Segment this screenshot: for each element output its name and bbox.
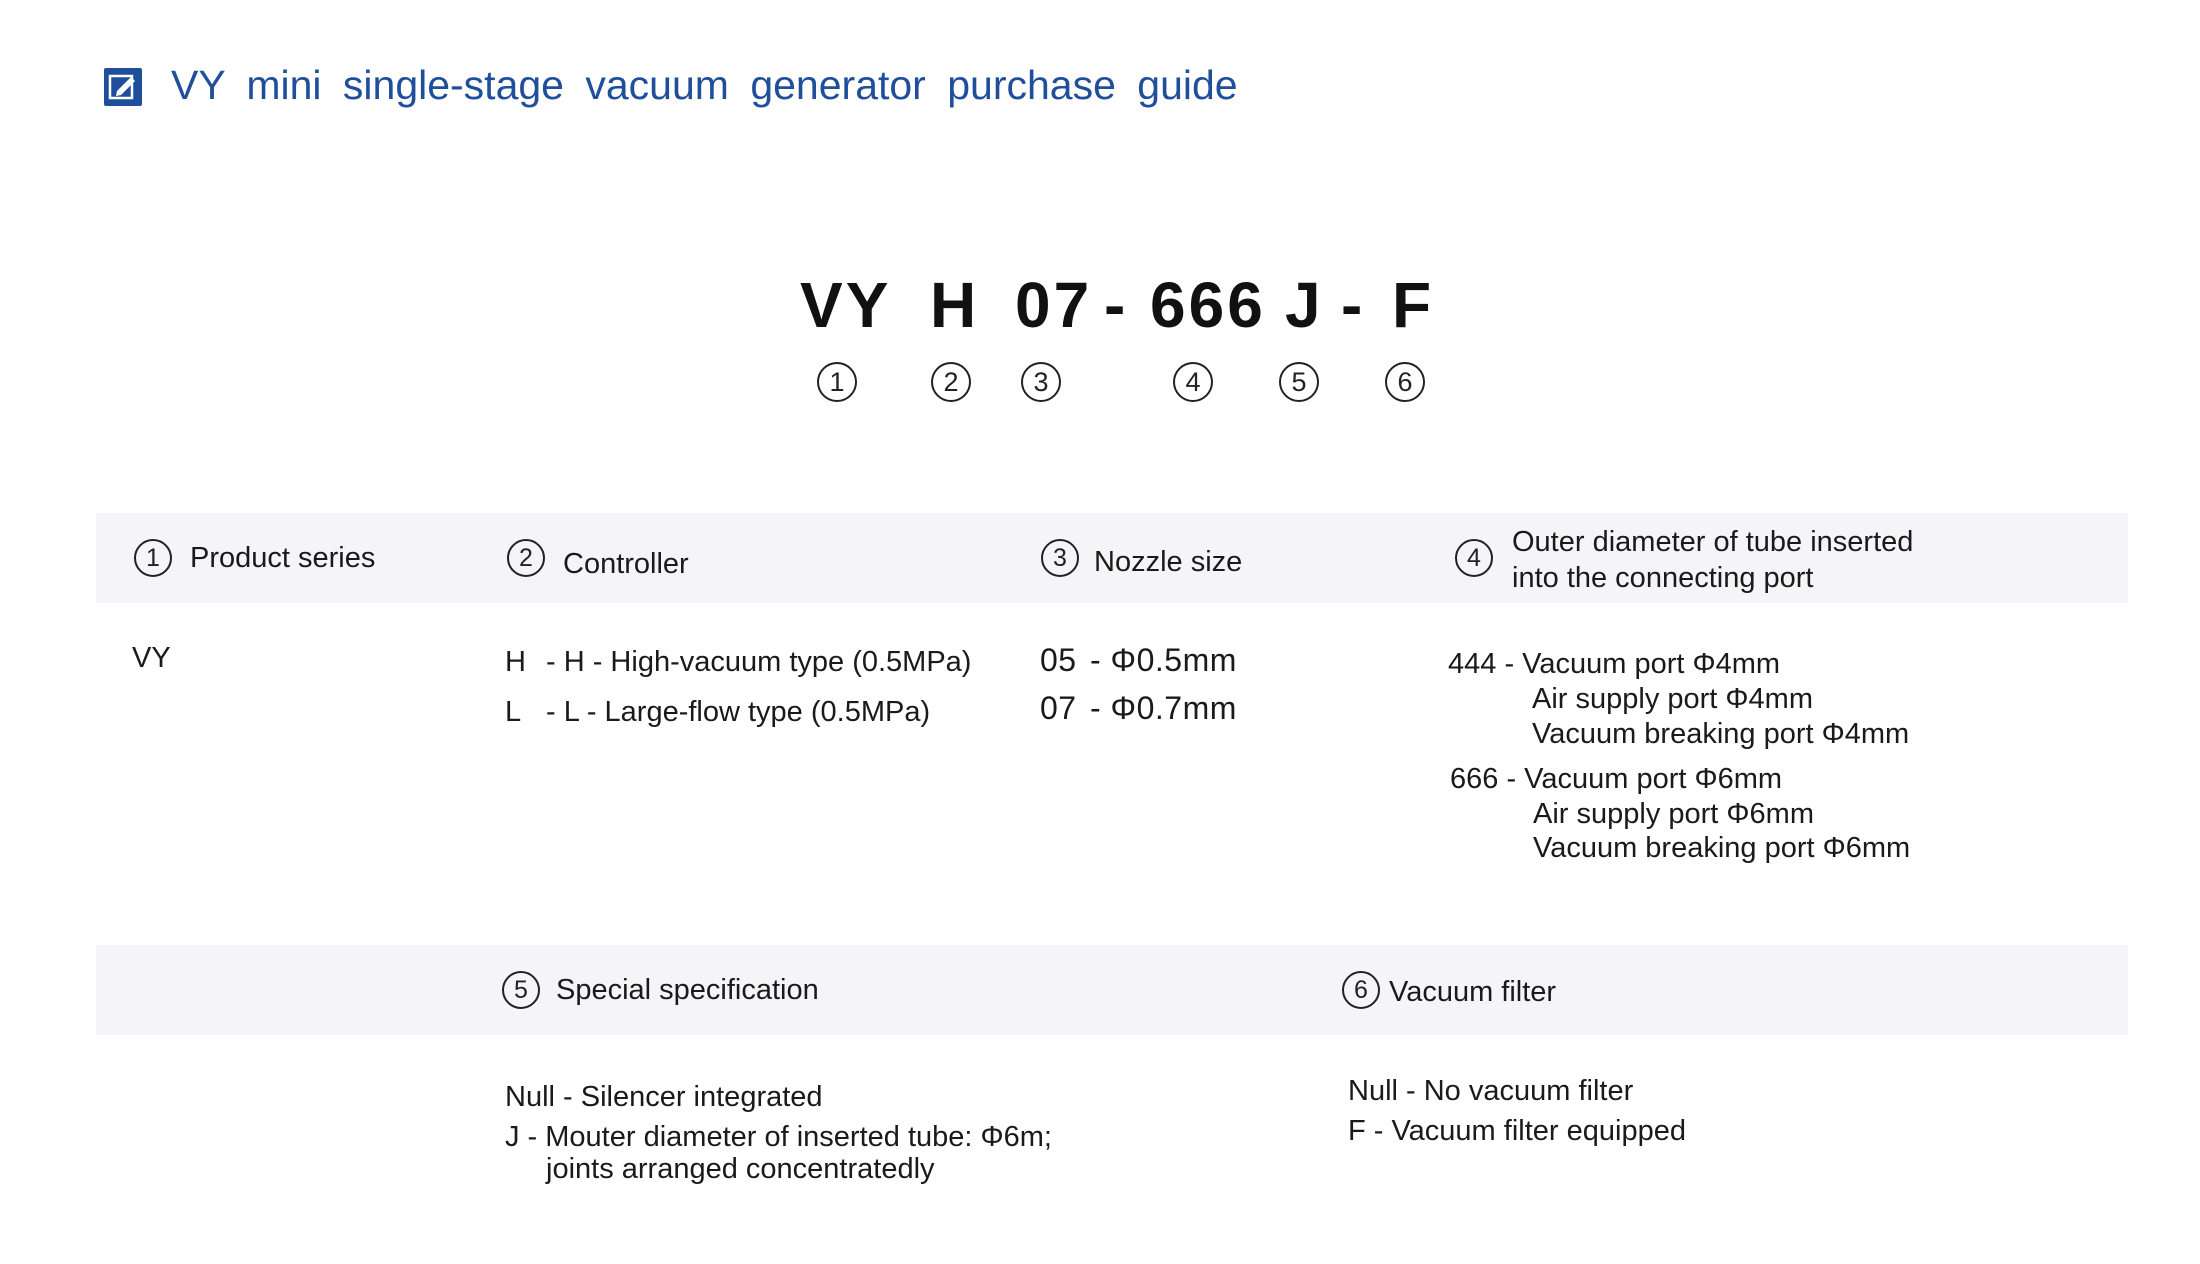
code-controller: H bbox=[930, 269, 980, 341]
section2-header-band bbox=[96, 945, 2128, 1035]
nozzle-code-07: 07 bbox=[1040, 690, 1077, 726]
tube-header-line1: Outer diameter of tube inserted bbox=[1512, 526, 1914, 558]
controller-header: Controller bbox=[563, 548, 689, 580]
edit-checkbox-icon bbox=[104, 68, 142, 106]
filter-option-null: Null - No vacuum filter bbox=[1348, 1075, 1634, 1107]
tube-option-444: 444 - Vacuum port Φ4mm bbox=[1448, 648, 1781, 680]
page-title: VY mini single-stage vacuum generator purchase guide bbox=[171, 62, 1238, 108]
controller-option-l: - L - Large-flow type (0.5MPa) bbox=[546, 696, 931, 728]
code-tube: 666 bbox=[1150, 269, 1266, 341]
tube-option-444-air: Air supply port Φ4mm bbox=[1532, 683, 1813, 715]
marker-5: 5 bbox=[1279, 362, 1319, 402]
filter-option-f: F - Vacuum filter equipped bbox=[1348, 1115, 1686, 1147]
nozzle-code-05: 05 bbox=[1040, 642, 1077, 678]
nozzle-header: Nozzle size bbox=[1094, 546, 1243, 578]
special-option-j-cont: joints arranged concentratedly bbox=[546, 1153, 935, 1185]
special-option-null: Null - Silencer integrated bbox=[505, 1081, 823, 1113]
product-series-value: VY bbox=[132, 642, 171, 674]
controller-option-h: - H - High-vacuum type (0.5MPa) bbox=[546, 646, 972, 678]
nozzle-marker: 3 bbox=[1041, 539, 1079, 577]
special-option-j: J - Mouter diameter of inserted tube: Φ6m; bbox=[505, 1121, 1052, 1153]
marker-3: 3 bbox=[1021, 362, 1061, 402]
product-series-marker: 1 bbox=[134, 539, 172, 577]
code-special: J bbox=[1285, 269, 1324, 341]
code-filter: F bbox=[1392, 269, 1435, 341]
tube-option-666-break: Vacuum breaking port Φ6mm bbox=[1533, 832, 1911, 864]
controller-code-h: H bbox=[505, 646, 526, 678]
nozzle-option-07: - Φ0.7mm bbox=[1090, 690, 1237, 726]
special-marker: 5 bbox=[502, 971, 540, 1009]
special-header: Special specification bbox=[556, 974, 819, 1006]
nozzle-option-05: - Φ0.5mm bbox=[1090, 642, 1237, 678]
tube-option-666: 666 - Vacuum port Φ6mm bbox=[1450, 763, 1783, 795]
marker-1: 1 bbox=[817, 362, 857, 402]
code-dash-2: - bbox=[1341, 269, 1366, 341]
tube-header-line2: into the connecting port bbox=[1512, 562, 1814, 594]
marker-4: 4 bbox=[1173, 362, 1213, 402]
code-nozzle: 07 bbox=[1015, 269, 1093, 341]
product-series-header: Product series bbox=[190, 542, 376, 574]
filter-header: Vacuum filter bbox=[1389, 976, 1557, 1008]
tube-option-444-break: Vacuum breaking port Φ4mm bbox=[1532, 718, 1910, 750]
filter-marker: 6 bbox=[1342, 971, 1380, 1009]
marker-6: 6 bbox=[1385, 362, 1425, 402]
controller-code-l: L bbox=[505, 696, 522, 728]
code-series: VY bbox=[800, 269, 892, 341]
tube-option-666-air: Air supply port Φ6mm bbox=[1533, 798, 1814, 830]
tube-marker: 4 bbox=[1455, 539, 1493, 577]
controller-marker: 2 bbox=[507, 539, 545, 577]
code-dash-1: - bbox=[1104, 269, 1129, 341]
marker-2: 2 bbox=[931, 362, 971, 402]
